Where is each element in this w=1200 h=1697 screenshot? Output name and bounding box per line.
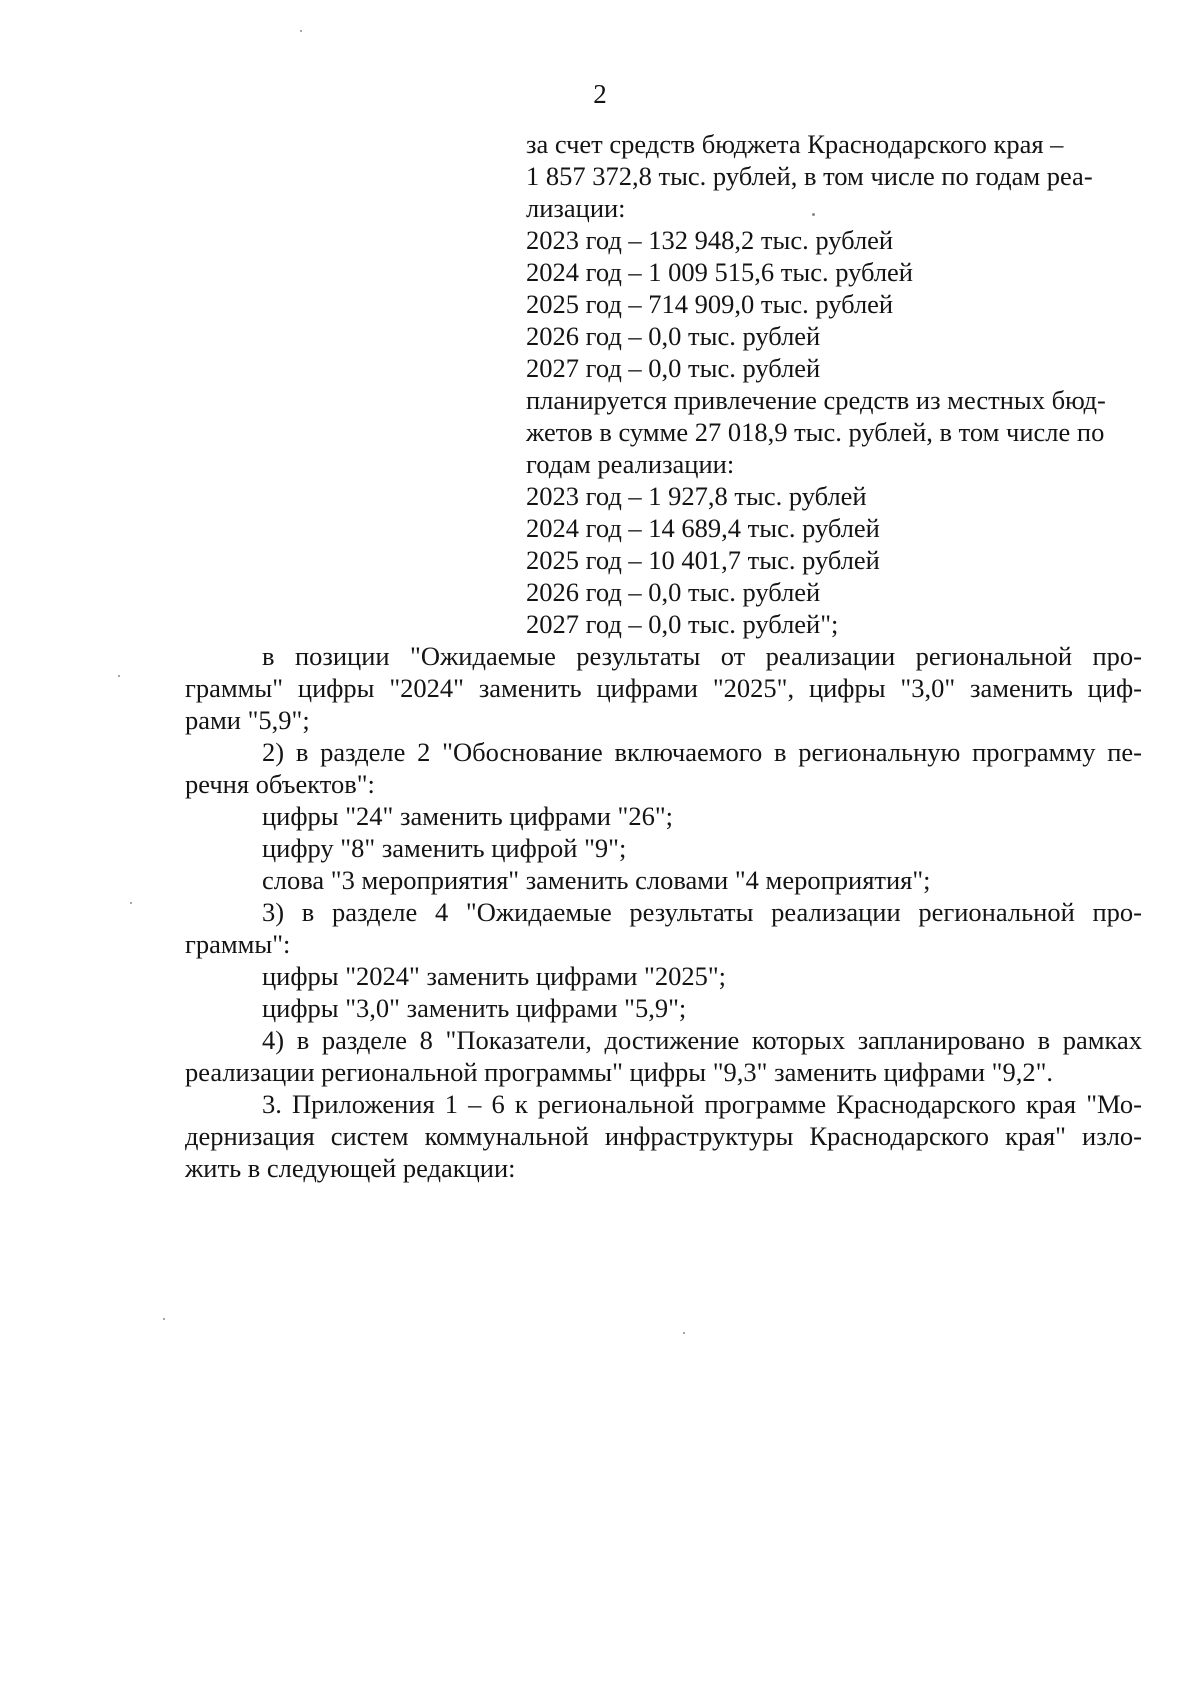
- page-number: 2: [593, 79, 607, 109]
- paragraph-line: дернизация систем коммунальной инфраструктуры Краснодарского края" изло-: [185, 1121, 1142, 1151]
- paragraph-line: цифру "8" заменить цифрой "9";: [262, 833, 627, 863]
- funding-year-line: 2023 год – 132 948,2 тыс. рублей: [526, 225, 894, 255]
- funding-year-line: 2026 год – 0,0 тыс. рублей: [526, 321, 821, 351]
- funding-line: жетов в сумме 27 018,9 тыс. рублей, в том числе по: [526, 417, 1105, 447]
- funding-line: планируется привлечение средств из местных бюд-: [526, 385, 1106, 415]
- scan-speck: [300, 30, 302, 32]
- paragraph-line: граммы":: [185, 929, 291, 959]
- funding-year-line: 2025 год – 10 401,7 тыс. рублей: [526, 545, 880, 575]
- scan-speck: [163, 1318, 165, 1320]
- scan-speck: [683, 1332, 685, 1334]
- funding-line: за счет средств бюджета Краснодарского края –: [526, 129, 1064, 159]
- funding-line: 1 857 372,8 тыс. рублей, в том числе по годам реа-: [526, 161, 1093, 191]
- paragraph-line: цифры "3,0" заменить цифрами "5,9";: [262, 993, 687, 1023]
- paragraph-line: 3. Приложения 1 – 6 к региональной программе Краснодарского края "Мо-: [262, 1089, 1142, 1119]
- funding-year-line: 2024 год – 14 689,4 тыс. рублей: [526, 513, 880, 543]
- paragraph-line: цифры "24" заменить цифрами "26";: [262, 801, 674, 831]
- scan-speck: [130, 902, 132, 904]
- funding-year-line: 2023 год – 1 927,8 тыс. рублей: [526, 481, 867, 511]
- funding-year-line: 2024 год – 1 009 515,6 тыс. рублей: [526, 257, 913, 287]
- paragraph-line: жить в следующей редакции:: [185, 1153, 516, 1183]
- paragraph-line: 3) в разделе 4 "Ожидаемые результаты реализации региональной про-: [262, 897, 1142, 927]
- funding-year-line: 2027 год – 0,0 тыс. рублей";: [526, 609, 839, 639]
- funding-year-line: 2025 год – 714 909,0 тыс. рублей: [526, 289, 894, 319]
- funding-year-line: 2027 год – 0,0 тыс. рублей: [526, 353, 821, 383]
- paragraph-line: речня объектов":: [185, 769, 375, 799]
- funding-line: лизации:: [526, 193, 626, 223]
- scan-speck: [812, 213, 815, 216]
- paragraph-line: граммы" цифры "2024" заменить цифрами "2025", цифры "3,0" заменить циф-: [185, 673, 1142, 703]
- paragraph-line: слова "3 мероприятия" заменить словами "4 мероприятия";: [262, 865, 931, 895]
- funding-line: годам реализации:: [526, 449, 735, 479]
- paragraph-line: цифры "2024" заменить цифрами "2025";: [262, 961, 727, 991]
- paragraph-line: рами "5,9";: [185, 705, 310, 735]
- paragraph-line: 2) в разделе 2 "Обоснование включаемого в региональную программу пе-: [262, 737, 1142, 767]
- scan-speck: [118, 675, 120, 677]
- paragraph-line: 4) в разделе 8 "Показатели, достижение которых запланировано в рамках: [262, 1025, 1142, 1055]
- paragraph-line: в позиции "Ожидаемые результаты от реализации региональной про-: [262, 641, 1142, 671]
- funding-year-line: 2026 год – 0,0 тыс. рублей: [526, 577, 821, 607]
- paragraph-line: реализации региональной программы" цифры "9,3" заменить цифрами "9,2".: [185, 1057, 1054, 1087]
